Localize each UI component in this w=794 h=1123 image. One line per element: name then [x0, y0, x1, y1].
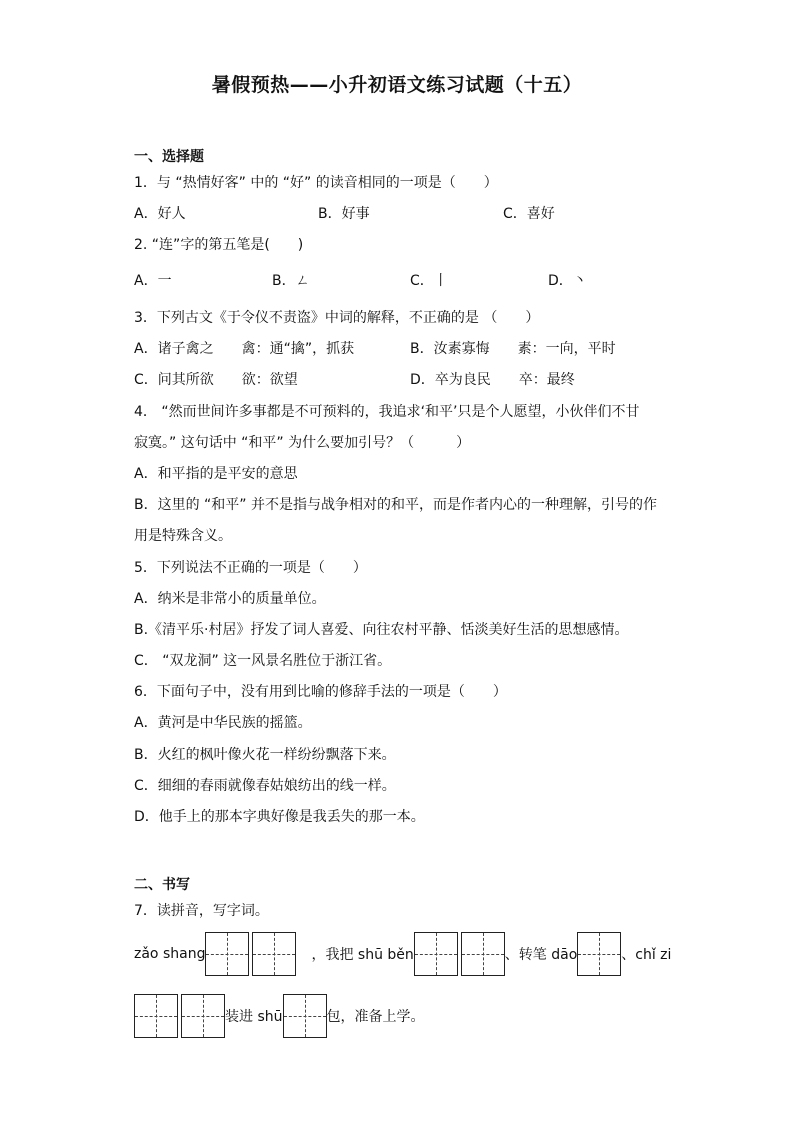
question-2-option-a: A．一 [134, 273, 172, 289]
question-4-stem-line1: 4． “然而世间许多事都是不可预料的，我追求‘和平’只是个人愿望，小伙伴们不甘 [134, 404, 640, 420]
question-1-option-a: A．好人 [134, 206, 186, 222]
question-3-stem: 3．下列古文《于令仪不责盗》中词的解释，不正确的是 （ ） [134, 310, 540, 326]
question-2-option-d: D．丶 [548, 273, 587, 289]
text-wo-ba-shu-ben: ，我把 shū běn [311, 947, 414, 963]
question-4-option-b-line2: 用是特殊含义。 [134, 528, 232, 544]
pinyin-zao-shang: zǎo shang [134, 946, 206, 962]
write-box[interactable] [414, 932, 458, 976]
section-heading-choice: 一、选择题 [134, 149, 204, 165]
write-box[interactable] [577, 932, 621, 976]
question-2-option-b: B．ㄥ [272, 273, 310, 289]
question-7-stem: 7．读拼音，写字词。 [134, 903, 269, 919]
write-box[interactable] [181, 994, 225, 1038]
question-1-stem: 1．与 “热情好客” 中的 “好” 的读音相同的一项是（ ） [134, 175, 498, 191]
question-5-option-c: C． “双龙洞” 这一风景名胜位于浙江省。 [134, 653, 392, 669]
write-box[interactable] [283, 994, 327, 1038]
text-chi-zi: 、chǐ zi [621, 947, 672, 963]
question-3-option-c: C．问其所欲 欲：欲望 [134, 372, 298, 388]
question-3-option-d: D．卒为良民 卒：最终 [410, 372, 575, 388]
question-1-option-c: C．喜好 [503, 206, 555, 222]
text-zhuang-jin-shu: 装进 shū [225, 1009, 283, 1025]
write-box[interactable] [205, 932, 249, 976]
question-4-option-b-line1: B．这里的 “和平” 并不是指与战争相对的和平，而是作者内心的一种理解，引号的作 [134, 497, 658, 513]
question-3-option-a: A．诸子禽之 禽：通“擒”，抓获 [134, 341, 355, 357]
question-5-option-a: A．纳米是非常小的质量单位。 [134, 591, 326, 607]
page-title: 暑假预热——小升初语文练习试题（十五） [211, 74, 583, 96]
question-5-option-b: B.《清平乐·村居》抒发了词人喜爱、向往农村平静、恬淡美好生活的思想感情。 [134, 622, 629, 638]
write-box[interactable] [134, 994, 178, 1038]
question-2-option-c: C．丨 [410, 273, 448, 289]
pinyin-line-2 [134, 994, 425, 1038]
question-6-option-c: C．细细的春雨就像春姑娘纺出的线一样。 [134, 778, 396, 794]
question-1-option-b: B．好事 [318, 206, 370, 222]
question-6-option-b: B．火红的枫叶像火花一样纷纷飘落下来。 [134, 747, 396, 763]
question-2-stem: 2. “连”字的第五笔是( ) [134, 237, 304, 253]
text-zhuan-bi-dao: 、转笔 dāo [504, 947, 578, 963]
question-4-option-a: A．和平指的是平安的意思 [134, 466, 298, 482]
question-6-stem: 6．下面句子中，没有用到比喻的修辞手法的一项是（ ） [134, 684, 507, 700]
section-heading-writing: 二、书写 [134, 877, 190, 893]
pinyin-line-1 [134, 932, 671, 976]
write-box[interactable] [461, 932, 505, 976]
question-5-stem: 5．下列说法不正确的一项是（ ） [134, 560, 367, 576]
question-4-stem-line2: 寂寞。” 这句话中 “和平” 为什么要加引号？（ ） [134, 435, 471, 451]
write-box[interactable] [252, 932, 296, 976]
question-6-option-a: A．黄河是中华民族的摇篮。 [134, 715, 312, 731]
question-6-option-d: D．他手上的那本字典好像是我丢失的那一本。 [134, 809, 425, 825]
question-3-option-b: B．汝素寡悔 素：一向，平时 [410, 341, 616, 357]
text-bao-zhun-bei: 包，准备上学。 [326, 1009, 425, 1025]
